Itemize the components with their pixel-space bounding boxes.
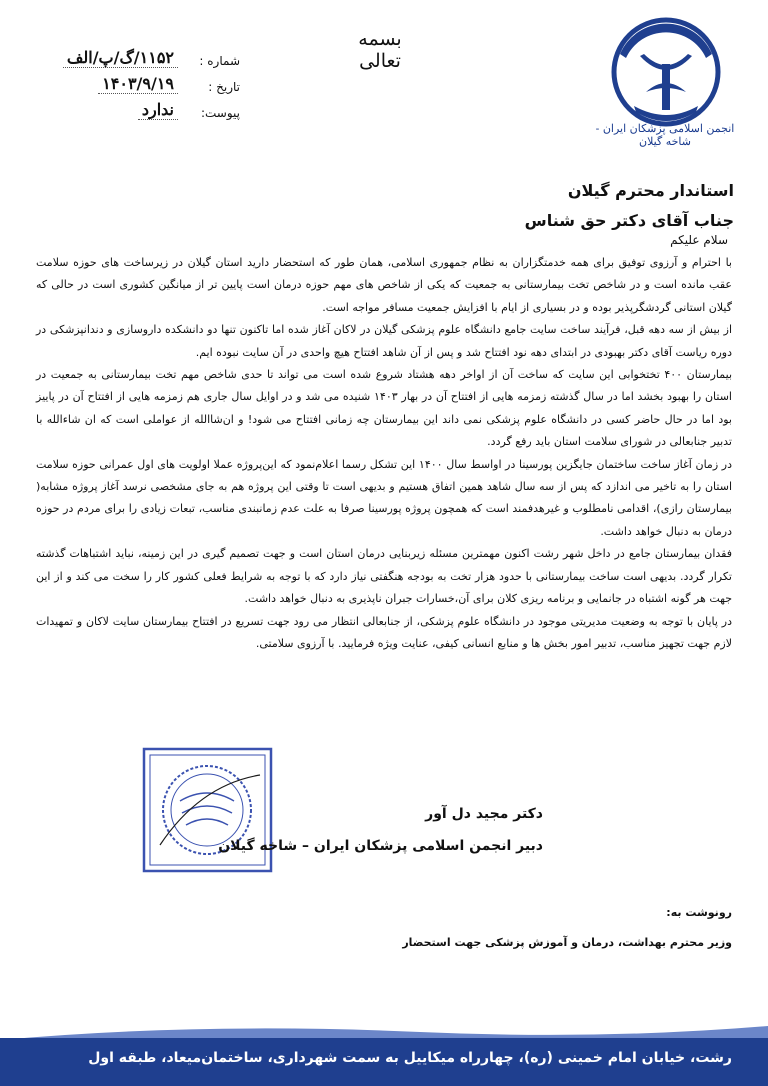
attachment-value: ندارد — [138, 100, 178, 120]
addressee-name: جناب آقای دکتر حق شناس — [524, 211, 734, 230]
date-row — [40, 68, 240, 94]
cc-recipient: وزیر محترم بهداشت، درمان و آموزش پزشکی جهت استحضار — [402, 936, 732, 949]
number-label: شماره : — [199, 54, 240, 68]
footer-bar — [0, 1038, 768, 1086]
signatory — [218, 798, 543, 862]
letter-body — [36, 252, 732, 655]
signatory-name: دکتر مجید دل آور — [425, 806, 543, 822]
greeting: سلام علیکم — [670, 233, 728, 247]
letter-metadata — [40, 42, 240, 120]
attachment-row — [40, 94, 240, 120]
date-label: تاریخ : — [208, 80, 240, 94]
addressee — [525, 176, 734, 236]
footer-address: رشت، خیابان امام خمینی (ره)، چهارراه میکاییل به سمت شهرداری، ساختمان‌میعاد، طبقه اول — [88, 1050, 732, 1066]
attachment-label: پیوست: — [200, 106, 240, 120]
number-row — [40, 42, 240, 68]
paragraph: فقدان بیمارستان جامع در داخل شهر رشت اکنون مهمترین مسئله زیربنایی درمان استان است و جهت تصمیم گیری در این زمینه، نباید اشتباهات گذشته تکرار گردد. بدیهی است ساخت بیمارستانی با حدود هزار تخت به بودجه هنگفتی نیاز دارد که با توجه به شرایط فعلی کشور کار را سخت می کند و از این جهت هر گونه اشتباه در جانمایی و برنامه ریزی کلان برای آن،خسارات جبران ناپذیری به دنبال خواهد داشت. — [36, 547, 732, 606]
paragraph: با احترام و آرزوی توفیق برای همه خدمتگزاران به نظام جمهوری اسلامی، همان طور که استحضار دارید استان گیلان در زیرساخت های حوزه سلامت عقب مانده است و در شاخص تخت بیمارستانی به جمعیت که یکی از شاخص های مهم حوزه درمان است پایین تر از میانگین کشوری است در حالی که گیلان استانی گردشگرپذیر بوده و در بسیاری از ایام با افزایش جمعیت مسافر مواجه است. — [36, 256, 732, 314]
number-value: ۱۱۵۲/گ/پ/الف — [63, 48, 178, 68]
paragraph: از بیش از سه دهه قبل، فرآیند ساخت سایت جامع دانشگاه علوم پزشکی گیلان در لاکان آغاز شده اما تاکنون تنها دو دانشکده داروسازی و دندانپزشکی در دوره ریاست آقای دکتر بهبودی در ابتدای دهه نود افتتاح شد و پس از آن شاهد افتتاح هیچ واحدی در آن سایت نبوده ایم. — [36, 323, 732, 359]
date-value: ۱۴۰۳/۹/۱۹ — [98, 74, 178, 94]
paragraph: در زمان آغاز ساخت ساختمان جایگزین پورسینا در اواسط سال ۱۴۰۰ این تشکل رسما اعلام‌نمود که این‌پروژه عملا اولویت های اول عمرانی حوزه سلامت استان را به تاخیر می اندازد که پس از سه سال شاهد همین اتفاق هستیم و بدیهی است تا وقتی این پروژه هم به جای مشخصی نرسد آغاز پروژه مشابه( بیمارستان رازی)، اقدامی نامطلوب و غیرهدفمند است که همچون پروژه پورسینا صرفا به علت عدم زمانبندی مناسب، تبعات زیادی را برای مردم در حوزه درمان به دنبال خواهد داشت. — [36, 457, 733, 538]
carbon-copy — [402, 898, 732, 958]
signatory-title: دبیر انجمن اسلامی پزشکان ایران – شاخه گیلان — [218, 838, 543, 854]
bismillah: بسمه تعالی — [358, 28, 402, 72]
logo-caption: انجمن اسلامی پزشکان ایران - شاخه گیلان — [595, 122, 735, 148]
paragraph: در پایان با توجه به وضعیت مدیریتی موجود در دانشگاه علوم پزشکی، از جنابعالی انتظار می رود جهت تسریع در افتتاح بیمارستان سایت لاکان و تمهیدات لازم جهت تجهیز مناسب، تدبیر امور بخش ها و منابع انسانی کیفی، عنایت ویژه فرمایید. با آرزوی سلامتی. — [36, 614, 732, 650]
addressee-title: استاندار محترم گیلان — [567, 181, 734, 200]
cc-label: رونوشت به: — [666, 906, 732, 919]
paragraph: بیمارستان ۴۰۰ تختخوابی این سایت که ساخت آن از اواخر دهه هشتاد شروع شده است می تواند تا حدی شاخص مهم تخت بیمارستانی به جمعیت در استان را بهبود بخشد اما در سال گذشته زمزمه هایی از افتتاح آن در بهار ۱۴۰۳ شنیده می شد و در اوایل سال جاری هم زمزمه هایی از افتتاح آن در پاییز بود اما در حال حاضر کسی در دانشگاه علوم پزشکی نمی داند این بیمارستان چه زمانی افتتاح می شود! و ان‌شاالله از عواملی است که ان شاءالله با تدبیر جنابعالی در شورای سلامت استان باید رفع گردد. — [36, 368, 733, 449]
